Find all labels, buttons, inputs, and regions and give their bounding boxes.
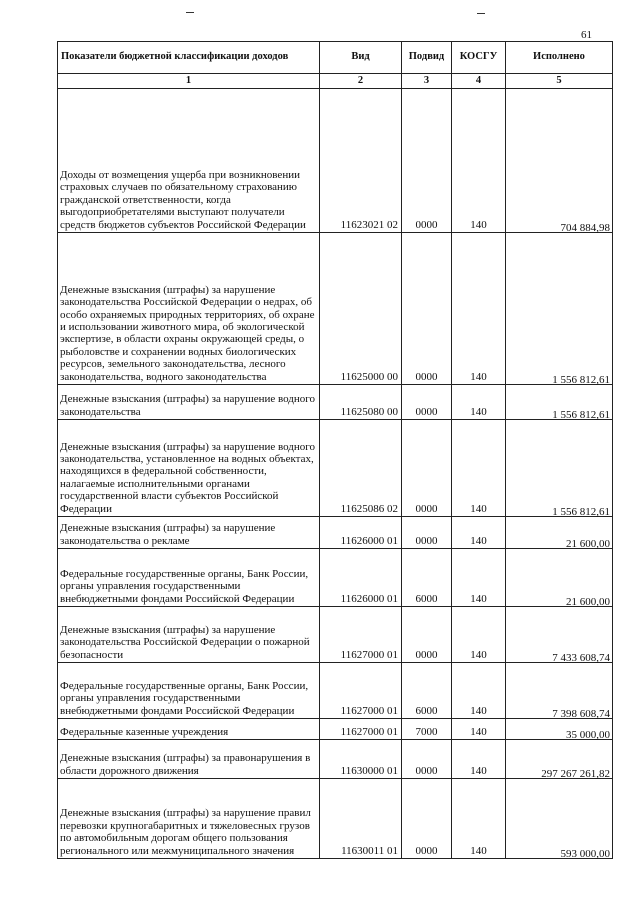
column-number-row (58, 74, 613, 89)
row-name: Денежные взыскания (штрафы) за нарушение законодательства Российской Федерации о пожарной безопасности (58, 607, 320, 663)
row-vid: 11627000 01 (320, 719, 402, 740)
budget-revenue-table (57, 41, 613, 859)
table-row (58, 89, 613, 233)
column-number: 2 (320, 74, 402, 89)
row-kosgu: 140 (452, 779, 506, 859)
row-podvid: 6000 (402, 549, 452, 607)
row-amount: 35 000,00 (566, 728, 610, 741)
row-kosgu: 140 (452, 549, 506, 607)
row-podvid: 0000 (402, 517, 452, 549)
row-amount: 704 884,98 (560, 221, 610, 234)
table-row (58, 385, 613, 420)
column-number: 1 (58, 74, 320, 89)
table-row (58, 549, 613, 607)
row-amount: 1 556 812,61 (552, 408, 610, 421)
row-podvid: 0000 (402, 385, 452, 420)
row-kosgu: 140 (452, 89, 506, 233)
row-amount: 1 556 812,61 (552, 505, 610, 518)
row-vid: 11625080 00 (320, 385, 402, 420)
row-amount: 21 600,00 (566, 595, 610, 608)
row-podvid: 0000 (402, 89, 452, 233)
row-vid: 11625086 02 (320, 420, 402, 517)
table-row (58, 233, 613, 385)
row-podvid: 0000 (402, 233, 452, 385)
row-amount: 7 398 608,74 (552, 707, 610, 720)
row-kosgu: 140 (452, 385, 506, 420)
row-name: Денежные взыскания (штрафы) за нарушение водного законодательства (58, 385, 320, 420)
row-kosgu: 140 (452, 663, 506, 719)
row-kosgu: 140 (452, 607, 506, 663)
column-number: 3 (402, 74, 452, 89)
row-name: Денежные взыскания (штрафы) за нарушение законодательства о рекламе (58, 517, 320, 549)
table-row (58, 719, 613, 740)
row-name: Федеральные государственные органы, Банк России, органы управления государственными внебюджетными фондами Российской Федерации (58, 549, 320, 607)
row-kosgu: 140 (452, 719, 506, 740)
row-kosgu: 140 (452, 517, 506, 549)
row-amount: 297 267 261,82 (541, 767, 610, 780)
row-podvid: 0000 (402, 740, 452, 779)
row-podvid: 0000 (402, 420, 452, 517)
table-row (58, 740, 613, 779)
scan-mark-right (477, 13, 485, 14)
table-row (58, 779, 613, 859)
row-name: Денежные взыскания (штрафы) за нарушение законодательства Российской Федерации о недрах, об особо охраняемых природных территориях, об охране и использовании животного мира, об экологической экспертизе, в области охраны окружающей среды, о рыболовстве и сохранении водных биологических ресурсов, земельного законодательства, лесного законодательства, водного законодательства (58, 233, 320, 385)
row-vid: 11626000 01 (320, 549, 402, 607)
header-vid: Вид (320, 42, 402, 74)
row-podvid: 7000 (402, 719, 452, 740)
row-kosgu: 140 (452, 233, 506, 385)
row-vid: 11630011 01 (320, 779, 402, 859)
row-podvid: 6000 (402, 663, 452, 719)
row-vid: 11625000 00 (320, 233, 402, 385)
row-amount: 7 433 608,74 (552, 651, 610, 664)
row-vid: 11623021 02 (320, 89, 402, 233)
scan-mark-left (186, 12, 194, 13)
table-row (58, 663, 613, 719)
column-number: 4 (452, 74, 506, 89)
row-name: Денежные взыскания (штрафы) за нарушение водного законодательства, установленное на водных объектах, находящихся в федеральной собственности, налагаемые исполнительными органами государственной власти субъектов Российской Федерации (58, 420, 320, 517)
row-name: Денежные взыскания (штрафы) за нарушение правил перевозки крупногабаритных и тяжеловесных грузов по автомобильным дорогам общего пользования регионального или межмуниципального значения (58, 779, 320, 859)
header-classification: Показатели бюджетной классификации доходов (58, 42, 320, 74)
header-kosgu: КОСГУ (452, 42, 506, 74)
row-name: Федеральные казенные учреждения (58, 719, 320, 740)
row-amount: 593 000,00 (560, 847, 610, 860)
row-amount: 21 600,00 (566, 537, 610, 550)
table-row (58, 607, 613, 663)
row-podvid: 0000 (402, 779, 452, 859)
row-name: Денежные взыскания (штрафы) за правонарушения в области дорожного движения (58, 740, 320, 779)
row-vid: 11626000 01 (320, 517, 402, 549)
header-podvid: Подвид (402, 42, 452, 74)
row-amount: 1 556 812,61 (552, 373, 610, 386)
row-vid: 11627000 01 (320, 663, 402, 719)
row-name: Доходы от возмещения ущерба при возникновении страховых случаев по обязательному страхованию гражданской ответственности, когда выгодоприобретателями выступают получатели средств бюджетов субъектов Российской Федерации (58, 89, 320, 233)
table-header-row (58, 42, 613, 74)
table-row (58, 420, 613, 517)
row-kosgu: 140 (452, 740, 506, 779)
row-name: Федеральные государственные органы, Банк России, органы управления государственными внебюджетными фондами Российской Федерации (58, 663, 320, 719)
page-number: 61 (581, 29, 592, 41)
table-row (58, 517, 613, 549)
row-vid: 11627000 01 (320, 607, 402, 663)
row-kosgu: 140 (452, 420, 506, 517)
header-executed: Исполнено (506, 42, 613, 74)
column-number: 5 (506, 74, 613, 89)
row-podvid: 0000 (402, 607, 452, 663)
row-vid: 11630000 01 (320, 740, 402, 779)
